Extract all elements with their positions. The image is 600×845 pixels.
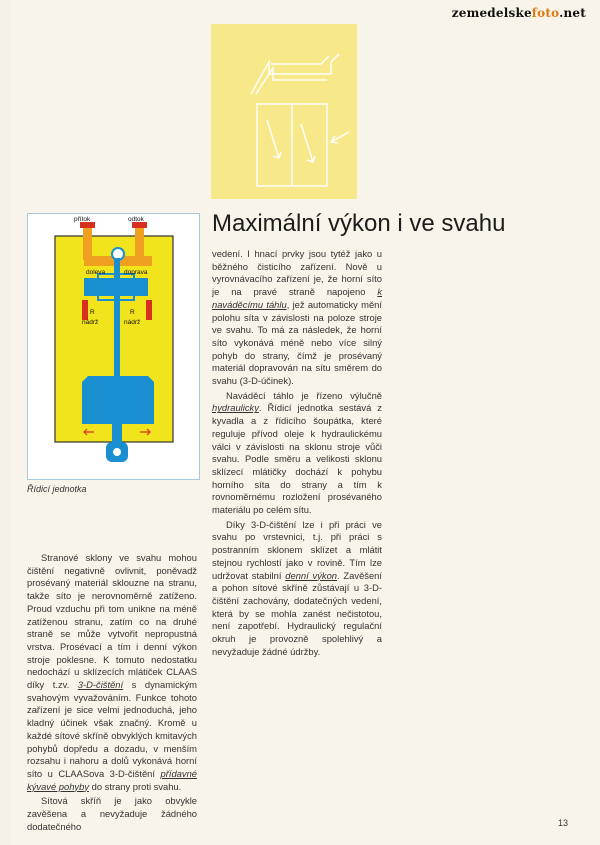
watermark-part-2: foto <box>531 6 560 20</box>
watermark <box>452 6 586 20</box>
watermark-part-3: .net <box>559 6 586 20</box>
label-inlet: přítok <box>74 216 91 223</box>
figure-caption: Řídicí jednotka <box>27 484 87 494</box>
label-tank-right-1: R <box>130 309 135 316</box>
label-tank-right-2: nádrž <box>124 319 141 326</box>
side-arrow <box>331 132 349 143</box>
flow-arrow-left <box>267 120 281 158</box>
right-paragraph-1: vedení. I hnací prvky jsou tytéž jako u běžného čisticího zařízení. Nově u vyrovnávacího zařízení je, že horní síto je na pravé straně napojeno k naváděcímu táhlu, jež automaticky mění polohu síta v závislosti na poloze stroje ve svahu. To má za následek, že horní síto vykonává méně nebo více silný pohyb do strany, čímž je prosévaný materiál dopravován na sítu směrem do svahu (3-D-účinek). <box>212 248 382 387</box>
linkage-eye-hole <box>113 448 121 456</box>
inlet-pipe <box>83 228 92 260</box>
right-paragraph-3: Díky 3-D-čištění lze i při práci ve svahu po vrstevnici, t.j. při práci s postranním sklonem sklízet a mlátit stejnou rychlostí jako v rovině. Tím lze udržovat stabilní denní výkon. Zavěšení a pohon sítové skříně zůstávají u 3-D-čištění zachovány, dodatečných vedení, která by se mohla zanést nečistotou, není zapotřebí. Hydraulický regulační okruh je provozně spolehlivý a nevyžaduje žádné údržby. <box>212 518 382 657</box>
emphasis-swing-motion: přídavné kývavé pohyby <box>27 767 197 792</box>
label-left: doleva <box>86 269 106 276</box>
left-column <box>27 552 197 833</box>
emphasis-3d-cleaning: 3-D-čištění <box>77 679 124 691</box>
page-number: 13 <box>558 818 569 828</box>
pendulum-rod <box>114 258 120 378</box>
upper-sieve-inner <box>256 68 327 94</box>
pendulum-weight <box>82 382 154 424</box>
right-column <box>212 248 382 659</box>
linkage-rod <box>112 424 122 442</box>
page-title: Maximální výkon i ve svahu <box>212 210 506 237</box>
label-tank-left-2: nádrž <box>82 319 99 326</box>
weight-top <box>82 376 154 382</box>
emphasis-guide-rod: k naváděcímu táhlu <box>212 286 382 310</box>
left-paragraph-2: Sítová skříň je jako obvykle zavěšena a nevyžaduje žádného dodatečného <box>27 795 197 832</box>
label-outlet: odtok <box>128 216 144 223</box>
outlet-pipe <box>135 228 144 260</box>
right-paragraph-2: Naváděcí táhlo je řízeno výlučně hydraulicky. Řídicí jednotka sestává z kyvadla a z řídicího šoupátka, které reguluje přívod oleje k hydraulickému válci v závislosti na sklonu stroje vůči svahu. Podle směru a velikosti sklonu sklízecí mlátičky dochází k pohybu horního síta do strany a tím k rovnoměrnému rozložení prosévaného materiálu po celém sítu. <box>212 389 382 516</box>
emphasis-daily-output: denní výkon <box>285 569 338 581</box>
watermark-part-1: zemedelske <box>451 6 532 20</box>
left-paragraph-1: Stranové sklony ve svahu mohou čištění negativně ovlivnit, poněvadž prosévaný materiál sklouzne na stranu, takže síto je nerovnoměrně zatíženo. Proud vzduchu při tom unikne na méně zatíženou stranu, zatím co na druhé straně se může vytvořit nepropustná vrstva. Prosévací a tím i denní výkon stroje poklesne. K tomuto nedostatku nedochází u sklízecích mlátiček CLAAS díky t.zv. 3-D-čištění s dynamickým svahovým vyvažováním. Funkce tohoto zařízení je sice velmi jednoduchá, jeho kladný účinek však značný. Kromě u každé sítové skříně obvyklých kmitavých pohybů dopředu a dozadu, v menším rozsahu i nahoru a dolů vykonává horní síto u CLAASova 3-D-čištění přídavné kývavé pohyby do strany proti svahu. <box>27 552 197 792</box>
sieve-illustration <box>211 24 357 199</box>
label-tank-left-1: R <box>90 309 95 316</box>
upper-sieve-top <box>271 56 329 64</box>
emphasis-hydraulic: hydraulicky <box>212 402 259 414</box>
flow-arrow-right <box>301 124 315 162</box>
label-right: doprava <box>124 269 148 276</box>
control-unit-figure <box>27 213 200 480</box>
control-unit-diagram <box>28 214 199 479</box>
sieve-illustration-panel <box>211 24 357 199</box>
